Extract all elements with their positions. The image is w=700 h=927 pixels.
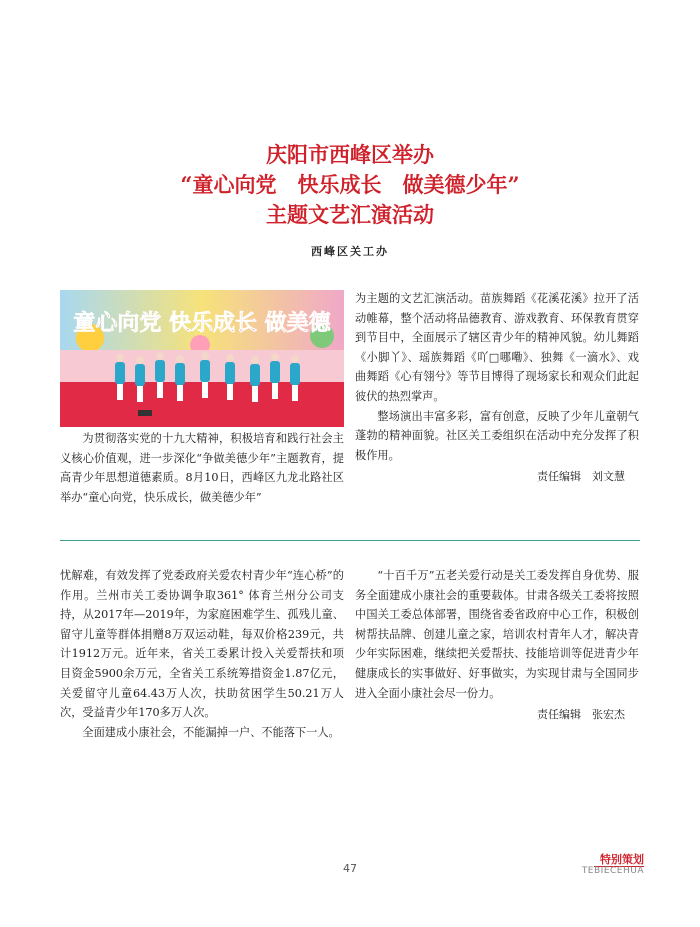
article-left-column	[60, 429, 344, 507]
continued-paragraph: “十百千万”五老关爱行动是关工委发挥自身优势、服务全面建成小康社会的重要载体。甘肃各级关工委将按照中国关工委总体部署，围绕省委省政府中心工作，积极创树帮扶品牌、创建儿童之家，培训农村青年人才，解决青少年实际困难，继续把关爱帮扶、技能培训等促进青少年健康成长的实事做好、好事做实，为实现甘肃与全国同步进入全面小康社会尽一份力。	[355, 569, 639, 700]
performance-photo-image	[60, 290, 344, 427]
article-title-line-3: 主题文艺汇演活动	[266, 202, 434, 227]
article-paragraph: 整场演出丰富多彩，富有创意，反映了少年儿童朝气蓬勃的精神面貌。社区关工委组织在活动中充分发挥了积极作用。	[355, 409, 639, 462]
continued-paragraph: 忧解难，有效发挥了党委政府关爱农村青少年“连心桥”的作用。兰州市关工委协调争取361° 体育兰州分公司支持，从2017年—2019年，为家庭困难学生、孤残儿童、留守儿童等群体捐赠8万双运动鞋，每双价格239元，共计1912万元。近年来，省关工委累计投入关爱帮扶和项目资金5900余万元，全省关工系统筹措资金1.87亿元，关爱留守儿童64.43万人次，扶助贫困学生50.21万人次，受益青少年170多万人次。	[60, 569, 344, 720]
section-label-pinyin: TEBIECEHUA	[581, 866, 644, 876]
performance-photo	[60, 290, 344, 427]
article-paragraph: 为贯彻落实党的十九大精神，积极培育和践行社会主义核心价值观，进一步深化“争做美德少年”主题教育，提高青少年思想道德素质。8月10日，西峰区九龙北路社区举办“童心向党，快乐成长，做美德少年”	[60, 432, 344, 504]
article-right-column	[355, 289, 639, 487]
article-title-line-2: “童心向党 快乐成长 做美德少年”	[180, 172, 520, 197]
continued-right-column	[355, 566, 639, 725]
article-title-line-1: 庆阳市西峰区举办	[266, 142, 434, 167]
article-paragraph: 为主题的文艺汇演活动。苗族舞蹈《花溪花溪》拉开了活动帷幕，整个活动将品德教育、游戏教育、环保教育贯穿到节目中，全面展示了辖区青少年的精神风貌。幼儿舞蹈《小脚丫》、瑶族舞蹈《吖□哪嘞》、独舞《一滴水》、戏曲舞蹈《心有翎兮》等节目博得了现场家长和观众们此起彼伏的热烈掌声。	[355, 292, 639, 403]
article-editor: 责任编辑 刘文慧	[537, 470, 625, 484]
section-divider	[60, 540, 640, 541]
continued-paragraph: 全面建成小康社会，不能漏掉一户、不能落下一人。	[82, 725, 340, 739]
section-label: 特别策划	[600, 853, 644, 866]
photo-banner-text: 童心向党 快乐成长 做美德	[73, 311, 331, 336]
article-byline: 西峰区关工办	[311, 245, 389, 258]
page-number: 47	[343, 862, 357, 875]
continued-left-column	[60, 566, 344, 742]
continued-editor: 责任编辑 张宏杰	[537, 708, 625, 722]
